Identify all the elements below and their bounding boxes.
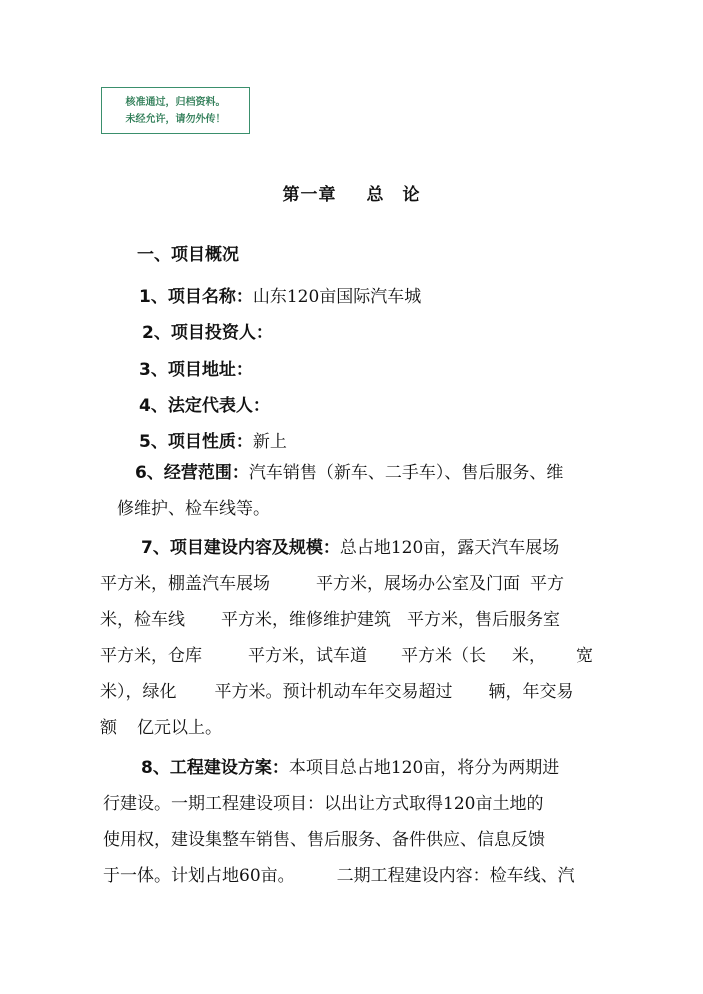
item-7-row-3a: 米，检车线 bbox=[100, 610, 185, 630]
item-7-row-5c: 辆，年交易 bbox=[488, 682, 574, 702]
item-7-row-2b: 平方米，展场办公室及门面 bbox=[316, 574, 520, 594]
item-7-row-4e: 宽 bbox=[576, 646, 593, 666]
item-7-row-5b: 平方米。预计机动车年交易超过 bbox=[214, 682, 453, 702]
stamp-line-2: 未经允许，请勿外传！ bbox=[125, 113, 226, 125]
item-7-label: 7、项目建设内容及规模： bbox=[141, 538, 340, 558]
item-7-row-4b: 平方米，试车道 bbox=[248, 646, 367, 666]
chapter-title bbox=[0, 180, 703, 205]
stamp-line-1: 核准通过，归档资料。 bbox=[125, 96, 226, 108]
item-5-value: 新上 bbox=[252, 432, 287, 452]
item-7-row-2a: 平方米，棚盖汽车展场 bbox=[100, 574, 270, 594]
item-7-row-1: 总占地120亩，露天汽车展场 bbox=[339, 538, 560, 558]
item-8-row-1: 本项目总占地120亩，将分为两期进 bbox=[288, 758, 560, 778]
item-7-row-6a: 额 bbox=[100, 718, 117, 738]
item-investor bbox=[142, 318, 273, 343]
item-8-row-4b: 二期工程建设内容：检车线、汽 bbox=[336, 866, 575, 886]
item-nature bbox=[139, 427, 287, 452]
item-7-row-4d: 米， bbox=[512, 646, 546, 666]
item-address bbox=[139, 355, 253, 380]
item-4-label: 4、法定代表人： bbox=[139, 396, 270, 416]
chapter-name: 总 论 bbox=[366, 185, 421, 205]
item-6-label: 6、经营范围： bbox=[135, 463, 249, 483]
item-business-scope bbox=[100, 455, 563, 527]
item-legal-rep bbox=[139, 391, 270, 416]
item-7-row-2c: 平方 bbox=[530, 574, 564, 594]
item-1-label: 1、项目名称： bbox=[139, 287, 253, 307]
item-3-label: 3、项目地址： bbox=[139, 360, 253, 380]
item-8-label: 8、工程建设方案： bbox=[141, 758, 289, 778]
item-5-label: 5、项目性质： bbox=[139, 432, 253, 452]
item-7-row-3b: 平方米，维修维护建筑 bbox=[221, 610, 391, 630]
item-7-row-6b: 亿元以上。 bbox=[137, 718, 222, 738]
chapter-number: 第一章 bbox=[282, 185, 337, 205]
confidential-stamp bbox=[101, 87, 250, 134]
item-7-row-5a: 米），绿化 bbox=[100, 682, 177, 702]
item-8-row-4a: 于一体。计划占地60亩。 bbox=[103, 866, 295, 886]
item-8-row-3: 使用权，建设集整车销售、售后服务、备件供应、信息反馈 bbox=[103, 830, 545, 850]
item-construction-scale bbox=[100, 530, 593, 746]
item-1-value: 山东120亩国际汽车城 bbox=[252, 287, 422, 307]
item-6-value: 汽车销售（新车、二手车）、售后服务、维 bbox=[248, 463, 564, 483]
item-project-name bbox=[139, 282, 421, 307]
item-7-row-4c: 平方米（长 bbox=[401, 646, 486, 666]
item-8-row-2: 行建设。一期工程建设项目：以出让方式取得120亩土地的 bbox=[103, 794, 544, 814]
item-7-row-3c: 平方米，售后服务室 bbox=[407, 610, 560, 630]
item-7-row-4a: 平方米，仓库 bbox=[100, 646, 202, 666]
section-heading: 一、项目概况 bbox=[137, 245, 239, 265]
item-engineering-plan bbox=[100, 750, 575, 894]
item-2-label: 2、项目投资人： bbox=[142, 323, 273, 343]
item-6-continuation: 修维护、检车线等。 bbox=[117, 499, 270, 519]
